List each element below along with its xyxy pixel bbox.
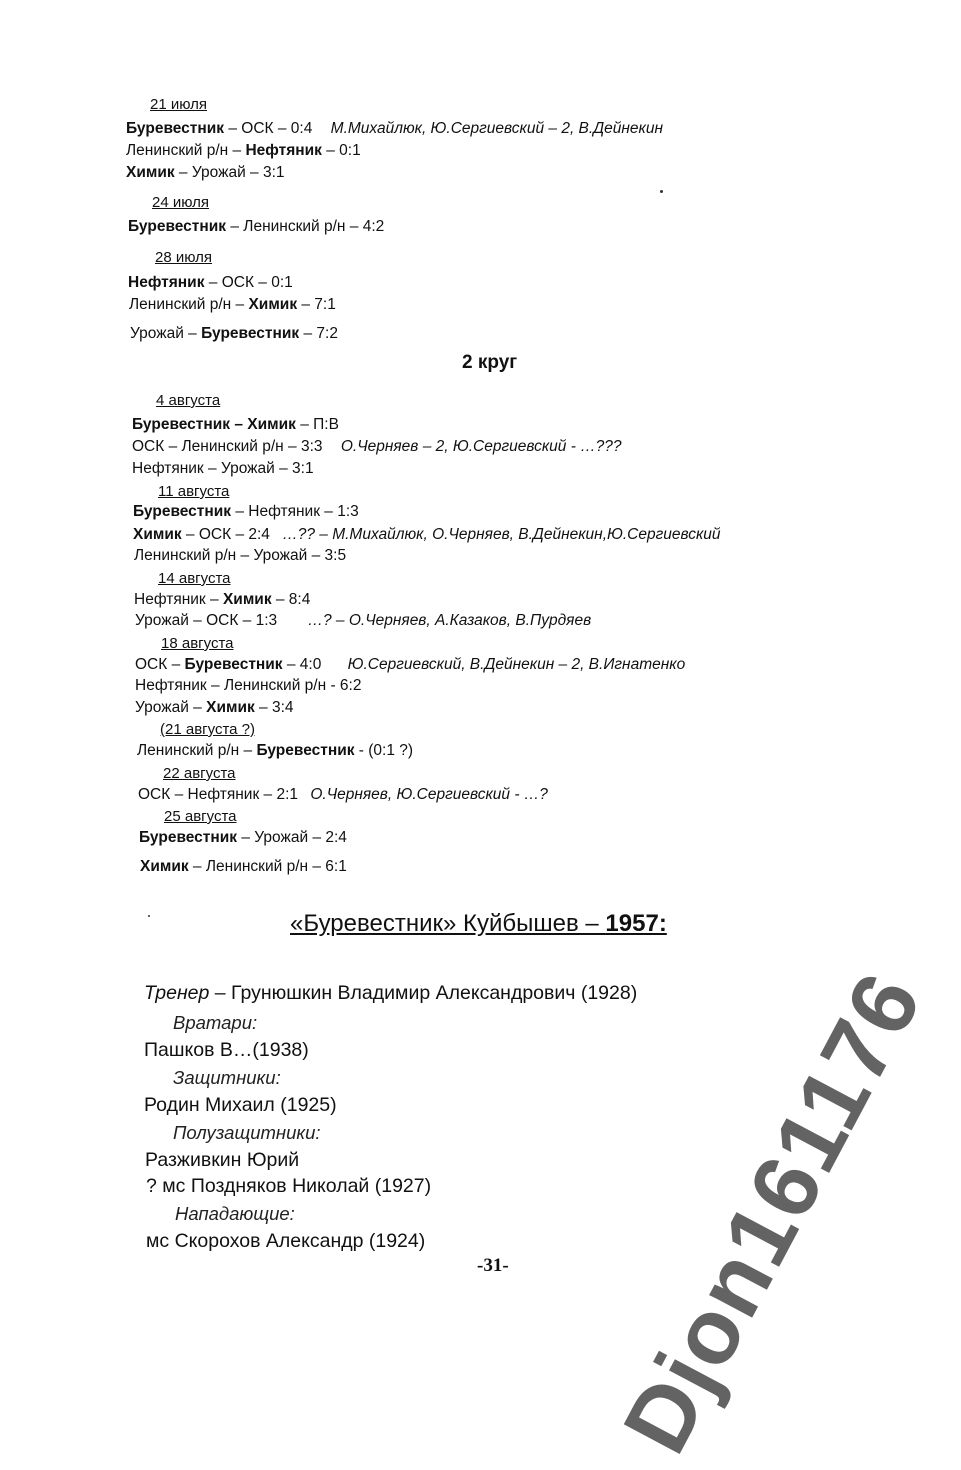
team: Ленинский р/н – (129, 296, 249, 313)
match-line (135, 656, 685, 674)
scan-speck (660, 190, 663, 193)
match-result: – 7:2 (299, 325, 338, 342)
team: Урожай – (130, 325, 202, 342)
match-result: – 7:1 (297, 296, 336, 313)
match-line (133, 526, 721, 544)
page-number: -31- (477, 1255, 509, 1276)
match-result: – 0:1 (321, 142, 361, 159)
match-result: – П:В (295, 416, 339, 433)
match-line (139, 829, 347, 847)
scorers: …?? – М.Михайлюк, О.Черняев, В.Дейнекин,Ю.Сергиевский (282, 526, 721, 543)
date-heading: (21 августа ?) (160, 721, 256, 738)
team: Буревестник (133, 503, 232, 520)
match-result: – Ленинский р/н – 6:1 (188, 858, 347, 875)
team: Химик (140, 858, 189, 875)
player: Разживкин Юрий (145, 1149, 300, 1171)
date-heading: 14 августа (158, 570, 231, 587)
category-label: Полузащитники: (173, 1122, 321, 1143)
date-heading: 11 августа (158, 483, 230, 500)
team: Буревестник (128, 218, 227, 235)
match-line (134, 591, 310, 609)
match-line (126, 120, 663, 138)
team: Химик (248, 296, 298, 313)
scan-speck (148, 915, 150, 917)
match-result: – ОСК – 2:4 (181, 526, 270, 543)
player: ? мс Поздняков Николай (1927) (146, 1175, 432, 1197)
match-result: - (0:1 ?) (354, 742, 414, 759)
match-line: Нефтяник – Ленинский р/н - 6:2 (135, 677, 362, 694)
team: Буревестник (184, 656, 283, 673)
team: Химик (126, 164, 175, 181)
team: ОСК – (135, 656, 185, 673)
category-label: Вратари: (173, 1012, 258, 1033)
team: Нефтяник (128, 274, 205, 291)
team: Буревестник (256, 742, 355, 759)
scorers: М.Михайлюк, Ю.Сергиевский – 2, В.Дейнекин (330, 120, 663, 137)
date-heading: 24 июля (152, 194, 210, 211)
scorers: О.Черняев, Ю.Сергиевский - …? (310, 786, 548, 803)
team-title (290, 910, 667, 938)
team: Нефтяник (245, 142, 322, 159)
watermark: Djon161176 (604, 956, 942, 1469)
match-result: ОСК – Ленинский р/н – 3:3 (132, 438, 323, 455)
team: Буревестник – Химик (132, 416, 296, 433)
date-heading: 28 июля (155, 249, 213, 266)
match-line: Нефтяник – Урожай – 3:1 (132, 460, 314, 477)
team: Химик (133, 526, 182, 543)
date-heading: 18 августа (161, 635, 234, 652)
round-title: 2 круг (462, 352, 518, 373)
match-result: ОСК – Нефтяник – 2:1 (138, 786, 299, 803)
team: Буревестник (126, 120, 225, 137)
team: Ленинский р/н – (126, 142, 246, 159)
match-line (137, 742, 413, 760)
match-line (132, 438, 622, 456)
team-title-year: 1957: (605, 910, 667, 937)
player: Пашков В…(1938) (144, 1039, 309, 1061)
match-line (140, 858, 347, 876)
coach-label: Тренер (144, 982, 210, 1004)
match-line (133, 503, 359, 521)
category-label: Нападающие: (175, 1203, 295, 1224)
match-line (126, 142, 361, 160)
player: мс Скорохов Александр (1924) (146, 1230, 426, 1252)
match-result: – ОСК – 0:4 (224, 120, 313, 137)
match-result: Урожай – ОСК – 1:3 (135, 612, 278, 629)
scorers: О.Черняев – 2, Ю.Сергиевский - …??? (340, 438, 622, 455)
match-line (132, 416, 339, 434)
coach-name: – Грунюшкин Владимир Александрович (1928) (209, 982, 638, 1004)
match-line (130, 325, 338, 343)
team: Химик (206, 699, 255, 716)
match-line (128, 274, 293, 292)
match-result: – Урожай – 3:1 (174, 164, 285, 181)
scorers: Ю.Сергиевский, В.Дейнекин – 2, В.Игнатенко (347, 656, 686, 673)
match-line (135, 612, 591, 630)
team-title-main: «Буревестник» Куйбышев – (290, 910, 606, 937)
match-line (138, 786, 548, 804)
match-line (128, 218, 384, 236)
match-line: Ленинский р/н – Урожай – 3:5 (134, 547, 347, 564)
team: Урожай – (135, 699, 207, 716)
match-result: – 4:0 (282, 656, 322, 673)
match-line (129, 296, 336, 314)
team: Буревестник (139, 829, 238, 846)
date-heading: 25 августа (164, 808, 237, 825)
match-result: – 8:4 (271, 591, 311, 608)
match-result: – Нефтяник – 1:3 (231, 503, 359, 520)
date-heading: 4 августа (156, 392, 221, 409)
match-line (126, 164, 285, 182)
team: Ленинский р/н – (137, 742, 257, 759)
coach-line (144, 982, 637, 1004)
team: Буревестник (201, 325, 300, 342)
date-heading: 22 августа (163, 765, 236, 782)
match-result: – Урожай – 2:4 (237, 829, 347, 846)
match-result: – ОСК – 0:1 (204, 274, 293, 291)
date-heading: 21 июля (150, 96, 208, 113)
match-line (135, 699, 294, 717)
category-label: Защитники: (173, 1067, 281, 1088)
team: Нефтяник – (134, 591, 223, 608)
match-result: – Ленинский р/н – 4:2 (226, 218, 385, 235)
match-result: – 3:4 (254, 699, 294, 716)
team: Химик (222, 591, 272, 608)
scorers: …? – О.Черняев, А.Казаков, В.Пурдяев (307, 612, 592, 629)
player: Родин Михаил (1925) (144, 1094, 337, 1116)
